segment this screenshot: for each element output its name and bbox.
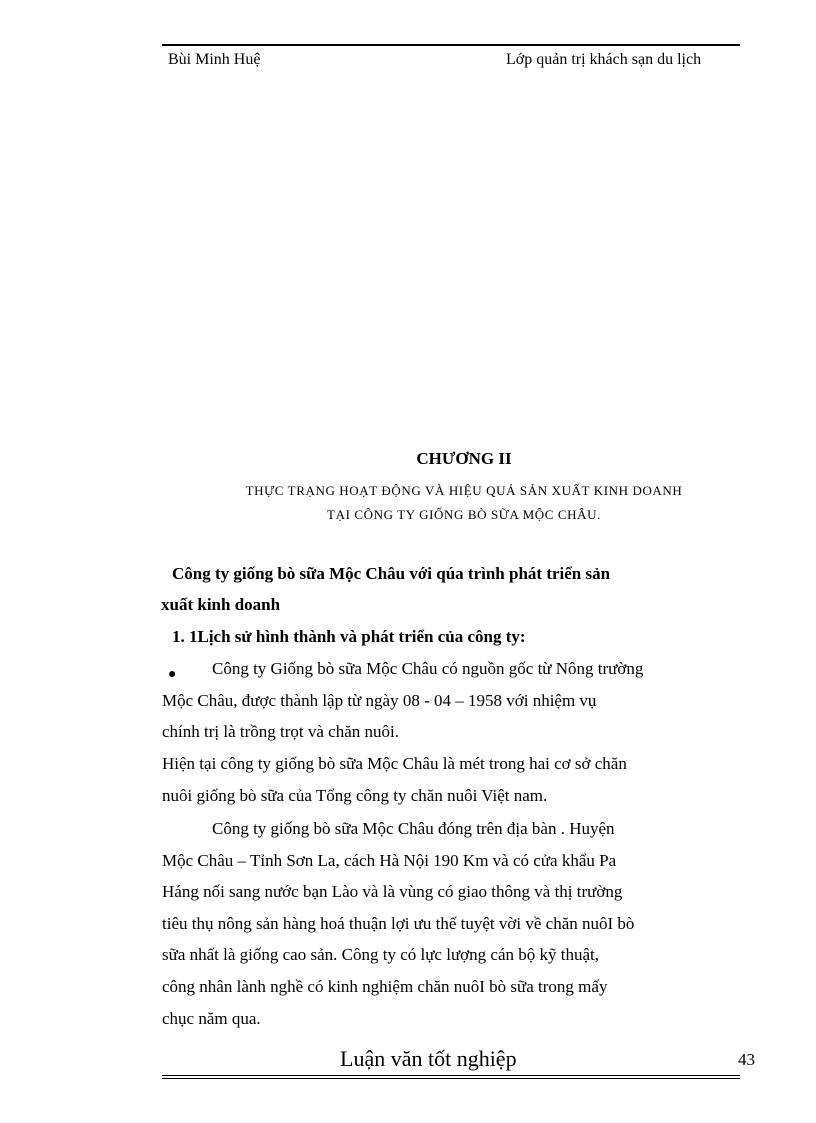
paragraph3-line4: tiêu thụ nông sản hàng hoá thuận lợi ưu thế tuyệt vời về chăn nuôI bò [162, 914, 635, 933]
paragraph1-line1: Công ty Giống bò sữa Mộc Châu có nguồn gốc từ Nông trường [212, 659, 644, 678]
paragraph2-line1: Hiện tại công ty giống bò sữa Mộc Châu là mét trong hai cơ sở chăn [162, 754, 627, 773]
paragraph3-line5: sữa nhất là giống cao sản. Công ty có lực lượng cán bộ kỹ thuật, [162, 945, 599, 964]
header-rule [162, 44, 740, 46]
paragraph3-line3: Háng nối sang nước bạn Lào và là vùng có giao thông và thị trường [162, 882, 623, 901]
bullet-icon: ● [168, 667, 177, 682]
header-author: Bùi Minh Huệ [168, 51, 261, 68]
footer-rule-bottom [162, 1078, 740, 1079]
footer-rule-top [162, 1075, 740, 1076]
paragraph2-line2: nuôi giống bò sữa của Tổng công ty chăn nuôi Việt nam. [162, 786, 548, 805]
section-heading-line1: Công ty giống bò sữa Mộc Châu với qúa trình phát triển sản [172, 564, 611, 583]
paragraph3-line2: Mộc Châu – Tỉnh Sơn La, cách Hà Nội 190 Km và có cửa khẩu Pa [162, 851, 617, 870]
paragraph3-line7: chục năm qua. [162, 1009, 261, 1028]
paragraph3-line1: Công ty giống bò sữa Mộc Châu đóng trên địa bàn . Huyện [212, 819, 615, 838]
section-heading-line2: xuất kinh doanh [161, 595, 281, 614]
header-class-name: Lớp quản trị khách sạn du lịch [506, 51, 702, 68]
subsection-heading: 1. 1Lịch sử hình thành và phát triển của công ty: [172, 627, 526, 646]
footer-title: Luận văn tốt nghiệp [340, 1046, 517, 1071]
paragraph3-line6: công nhân lành nghề có kinh nghiệm chăn nuôI bò sữa trong mấy [162, 977, 608, 996]
chapter-subtitle-line1: THỰC TRẠNG HOẠT ĐỘNG VÀ HIỆU QUẢ SẢN XUẤT KINH DOANH [245, 483, 683, 498]
page-number: 43 [738, 1050, 755, 1069]
paragraph1-line3: chính trị là trồng trọt và chăn nuôi. [162, 722, 399, 741]
chapter-subtitle-line2: TẠI CÔNG TY GIỐNG BÒ SỮA MỘC CHÂU. [327, 507, 601, 522]
paragraph1-line2: Mộc Châu, được thành lập từ ngày 08 - 04 – 1958 với nhiệm vụ [162, 691, 597, 710]
chapter-title: CHƯƠNG II [416, 449, 512, 468]
